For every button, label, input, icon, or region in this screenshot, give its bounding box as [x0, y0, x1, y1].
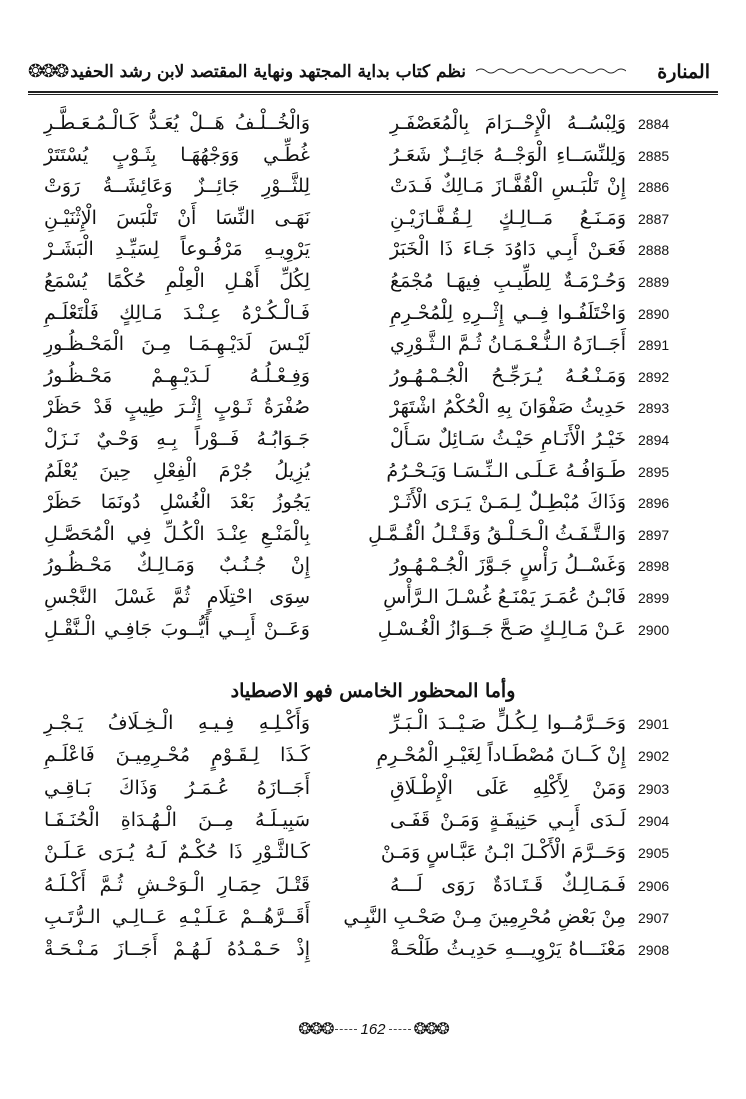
- verse-number: 2906: [638, 877, 670, 894]
- verse-first-hemistich: فَعَـنْ أَبِـي دَاوُدَ جَـاءَ ذَا الْخَبَرْ: [390, 238, 626, 261]
- verse-number: 2893: [638, 400, 670, 417]
- verse-number: 2897: [638, 526, 670, 543]
- ornament-icon: ❂❂❂: [413, 1019, 448, 1038]
- verse-second-hemistich: إِذْ حَـمْـدُهُ لَـهُـمْ أَجَــازَ مَـنْـحَـةْ: [44, 938, 310, 961]
- verse-second-hemistich: وَعَــنْ أَبِــي أَيُّــوبَ جَافِـي الْـنَّقْـلِ: [44, 617, 310, 640]
- verse-row: [0, 744, 746, 774]
- verse-row: [0, 841, 746, 871]
- verse-row: [0, 112, 746, 142]
- verse-first-hemistich: وَذَاكَ مُبْطِـلٌ لِـمَـنْ يَـرَى الْأَثَـرْ: [390, 491, 626, 514]
- verse-second-hemistich: يَجُوزُ بَعْدَ الْغُسْلِ دُونَمَا حَظَرْ: [44, 491, 310, 514]
- verse-first-hemistich: فَـمَـالِـكٌ قَـتَـادَةٌ رَوَى لَـــهُ: [390, 873, 626, 896]
- verse-second-hemistich: يَرْوِيـهِ مَرْفُـوعاً لِسَيِّـدِ الْبَشَـرْ: [44, 238, 310, 261]
- verse-second-hemistich: سِوَى احْتِلَامٍ ثُمَّ غَسْلَ النَّجْسِ: [44, 586, 310, 608]
- verse-number: 2891: [638, 337, 670, 354]
- verse-number: 2900: [638, 621, 670, 638]
- verse-number: 2904: [638, 812, 670, 829]
- verse-second-hemistich: وَأَكْـلِـهِ فِـيـهِ الْـخِـلَافُ يَـجْـرِ: [44, 712, 310, 734]
- verse-row: [0, 874, 746, 904]
- section-heading: وأما المحظور الخامس فهو الاصطياد: [230, 680, 516, 702]
- verse-number: 2888: [638, 242, 670, 259]
- verse-first-hemistich: إِنْ تَلْبَـسِ الْقُفَّـازَ مَـالِكٌ فَـدَتْ: [390, 175, 626, 198]
- verse-number: 2890: [638, 305, 670, 322]
- verse-second-hemistich: إِنْ جُـنُـبٌ وَمَـالِـكٌ مَحْـظُـورُ: [44, 554, 310, 577]
- header-rule: [28, 91, 718, 93]
- verse-row: [0, 523, 746, 553]
- verse-row: [0, 175, 746, 205]
- verse-number: 2903: [638, 780, 670, 797]
- verse-row: [0, 586, 746, 616]
- verse-first-hemistich: وَحَــرَّمُــوا لِـكُـلٍّ صَـيْــدَ الْـبَـرِّ: [390, 712, 626, 734]
- page-footer: [0, 1019, 746, 1038]
- verse-number: 2902: [638, 748, 670, 765]
- verse-number: 2887: [638, 210, 670, 227]
- verse-number: 2895: [638, 463, 670, 480]
- verse-number: 2894: [638, 432, 670, 448]
- verse-second-hemistich: غُطِّـي وَوَجْهُهَـا بِثَـوْبٍ يُسْتَتَرْ: [44, 143, 310, 166]
- ornament-icon: ❂❂❂: [28, 61, 68, 82]
- verse-second-hemistich: لِكُلِّ أَهْـلِ الْعِلْمِ حُكْمًا يُسْمَعُ: [44, 270, 310, 292]
- verse-number: 2889: [638, 274, 670, 290]
- verse-first-hemistich: خَيْـرُ الْأَنَـامِ حَيْـثُ سَـائِلٌ سَـأَلْ: [390, 428, 626, 450]
- verse-row: [0, 712, 746, 742]
- header-rule-thin: [28, 94, 718, 95]
- verse-number: 2898: [638, 558, 670, 575]
- verse-first-hemistich: وَمَـنْـعُـهُ يُـرَجِّـحُ الْجُـمْـهُـورُ: [390, 364, 626, 387]
- verse-first-hemistich: حَدِيثُ صَفْوَانَ بِهِ الْحُكْمُ اشْتَهَرْ: [390, 396, 626, 419]
- verse-first-hemistich: مَعْنَـــاهُ يَرْوِيـــهِ حَدِيـثُ طَلْحَـةْ: [390, 938, 626, 961]
- verse-second-hemistich: فَـالْـكُـرْهُ عِـنْـدَ مَـالِكٍ فَلْتَعْلَـمِ: [44, 301, 310, 324]
- verse-first-hemistich: وَاخْتَلَفُـوا فِــي إِثْــرِهِ لِلْمُحْـرِمِ: [390, 301, 626, 324]
- book-title: نظم كتاب بداية المجتهد ونهاية المقتصد لابن رشد الحفيد: [70, 62, 466, 82]
- page-header: [28, 55, 718, 89]
- verse-row: [0, 809, 746, 839]
- verse-number: 2886: [638, 179, 670, 196]
- verse-first-hemistich: وَغَسْــلُ رَأْسٍ جَـوَّزَ الْجُـمْـهُـورُ: [390, 554, 626, 577]
- verse-number: 2907: [638, 909, 670, 926]
- verse-first-hemistich: وَالـتَّـفَـثُ الْـحَـلْـقُ وَقَـتْـلُ الْقُـمَّـلِ: [368, 522, 626, 545]
- verse-first-hemistich: طَـوَافُـهُ عَـلَـى الـنِّـسَـا وَيَـحْـرُمُ: [386, 459, 626, 482]
- verse-row: [0, 238, 746, 268]
- verse-number: 2896: [638, 495, 670, 512]
- verse-row: [0, 396, 746, 426]
- verse-first-hemistich: وَمَنْ لِأَكْلِهِ عَلَى الْإِطْـلَاقِ: [390, 776, 626, 799]
- verse-number: 2908: [638, 942, 670, 959]
- verse-first-hemistich: وَحَــرَّمَ الْأَكْـلَ ابْـنُ عَبَّـاسٍ وَمَـنْ: [380, 841, 626, 864]
- verse-row: [0, 491, 746, 521]
- verse-second-hemistich: قَتْـلَ حِمَـارِ الْـوَحْـشِ ثُـمَّ أَكْـلَـهُ: [44, 873, 310, 896]
- verse-row: [0, 365, 746, 395]
- verse-row: [0, 618, 746, 648]
- verse-first-hemistich: أَجَــازَهُ الـنُّـعْـمَـانُ ثُـمَّ الـثَّـوْرِي: [390, 333, 626, 356]
- verse-row: [0, 554, 746, 584]
- verse-row: [0, 144, 746, 174]
- verse-first-hemistich: فَابْـنُ عُمَـرَ يَمْنَـعُ غُسْـلَ الـرَّأْسِ: [383, 586, 626, 608]
- verse-first-hemistich: لَـدَى أَبِـي حَنِيفَـةٍ وَمَـنْ قَفَـى: [390, 808, 626, 831]
- verse-second-hemistich: كَـذَا لِـقَـوْمٍ مُحْـرِمِيـنَ فَاعْلَـمِ: [44, 744, 310, 767]
- site-name: المنارة: [657, 61, 710, 83]
- verse-row: [0, 906, 746, 936]
- verse-number: 2901: [638, 716, 670, 732]
- verse-first-hemistich: وَلِلنِّسَــاءِ الْوَجْــهُ جَائِــزٌ شَعَـرُ: [390, 143, 626, 166]
- verse-second-hemistich: نَهَـى النِّسَا أَنْ تَلْبَسَ الْإِثْنَيْـنِ: [44, 206, 310, 229]
- verse-row: [0, 460, 746, 490]
- verse-second-hemistich: كَـالثَّـوْرِ ذَا حُكْـمٌ لَـهُ يُـرَى عَـلَـنْ: [44, 841, 310, 864]
- verse-row: [0, 302, 746, 332]
- wave-divider: [476, 67, 626, 75]
- verse-second-hemistich: أَجَــازَهُ عُـمَـرُ وَذَاكَ بَـاقِـي: [44, 776, 310, 799]
- footer-dash: [389, 1029, 411, 1030]
- verse-second-hemistich: سَبِيـلَـهُ مِــنَ الْـهُـدَاةِ الْحُنَـفَـا: [44, 808, 310, 831]
- verse-number: 2905: [638, 845, 670, 862]
- verse-row: [0, 207, 746, 237]
- verse-second-hemistich: أَقَــرَّهُــمْ عَـلَـيْـهِ عَــالِـي الـرُّتَـبِ: [44, 905, 310, 928]
- verse-second-hemistich: جَـوَابُـهُ فَــوْراً بِـهِ وَحْـيٌ نَـزَلْ: [44, 428, 310, 450]
- verse-number: 2892: [638, 368, 670, 385]
- page-number: 162: [360, 1021, 386, 1038]
- verse-first-hemistich: إِنْ كَــانَ مُصْطَـاداً لِغَيْـرِ الْمُحْـرِمِ: [376, 744, 626, 767]
- verse-first-hemistich: وَلِبْسُــهُ الْإِحْــرَامَ بِالْمُعَصْفَـرِ: [390, 112, 626, 134]
- verse-second-hemistich: يُزِيلُ جُرْمَ الْفِعْلِ حِينَ يُعْلَمُ: [44, 459, 310, 482]
- verse-second-hemistich: لَيْـسَ لَدَيْـهِـمَـا مِـنَ الْمَحْـظُـورِ: [44, 333, 310, 356]
- verse-row: [0, 333, 746, 363]
- verse-first-hemistich: وَمَـنَـعُ مَــالِـكٍ لِـقُـفَّـازَيْـنِ: [390, 206, 626, 229]
- verse-second-hemistich: وَفِـعْـلُـهُ لَـدَيْـهِـمْ مَحْـظُـورُ: [44, 364, 310, 387]
- verse-row: [0, 428, 746, 458]
- ornament-icon: ❂❂❂: [298, 1019, 333, 1038]
- verse-row: [0, 270, 746, 300]
- verse-number: 2885: [638, 147, 670, 164]
- verse-number: 2884: [638, 116, 670, 132]
- verse-second-hemistich: لِلثَّــوْرِ جَائِــزٌ وَعَائِشَــةُ رَوَتْ: [44, 175, 310, 198]
- verse-second-hemistich: بِالْمَنْـعِ عِنْـدَ الْكُـلِّ فِي الْمُحَصَّـلِ: [44, 522, 310, 545]
- verse-first-hemistich: وَحُـرْمَـةٌ لِلطِّيـبِ فِيهَـا مُجْمَعُ: [390, 270, 626, 292]
- verse-first-hemistich: مِنْ بَعْضِ مُحْرِمِينَ مِـنْ صَحْـبِ النَّبِـي: [343, 905, 626, 928]
- verse-number: 2899: [638, 590, 670, 606]
- footer-dash: [335, 1029, 357, 1030]
- verse-row: [0, 777, 746, 807]
- verse-second-hemistich: وَالْخُــلْـفُ هَــلْ يُعَـدُّ كَـالْـمُـعَـطَّـرِ: [44, 112, 310, 134]
- verse-second-hemistich: صُفْرَةُ ثَـوْبٍ إِثْـرَ طِيبٍ قَدْ حَظَرْ: [44, 396, 310, 419]
- verse-first-hemistich: عَـنْ مَـالِـكٍ صَـحَّ جَــوَازُ الْغُـسْـلِ: [377, 617, 626, 640]
- verse-row: [0, 938, 746, 968]
